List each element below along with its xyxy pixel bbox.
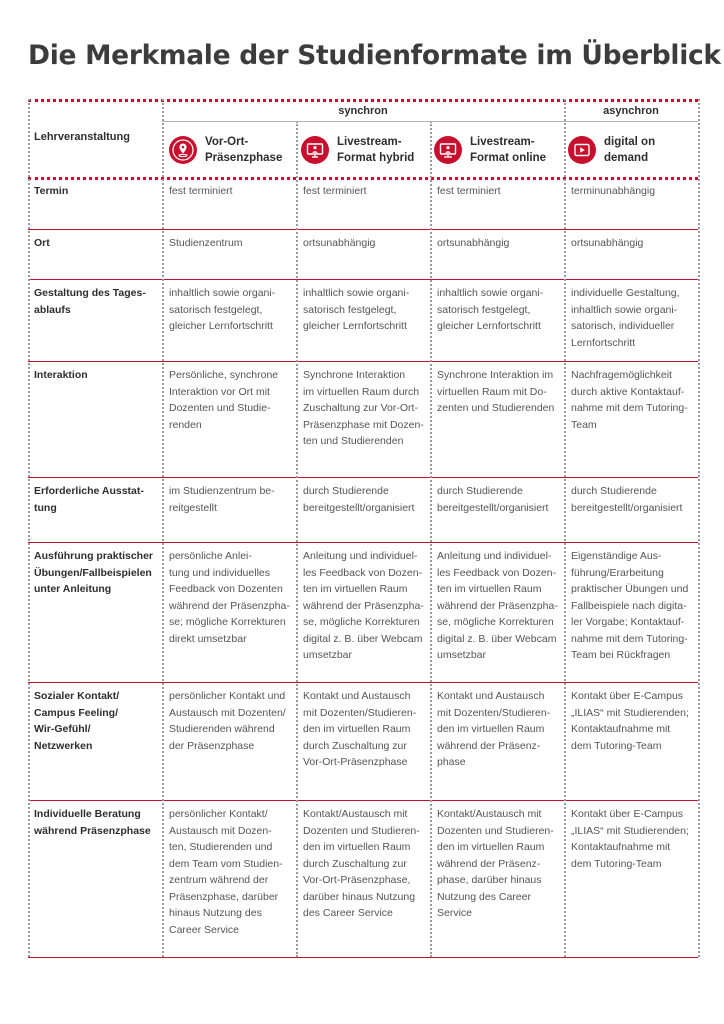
cell-text-line: phase, darüber hinaus <box>437 874 542 886</box>
group-header-synchron: synchron <box>338 105 388 117</box>
cell-text-line: persönlicher Kontakt und <box>169 690 286 702</box>
cell-text-line: Vor-Ort-Präsenzphase, <box>303 874 411 886</box>
cell-text-line: den im virtuellen Raum <box>303 723 411 735</box>
table-cell <box>303 285 427 335</box>
table-cell <box>303 806 427 922</box>
cell-text-line: Kontakt über E-Campus <box>571 690 684 702</box>
format-label-line: Livestream- <box>470 136 535 148</box>
table-cell <box>169 688 293 754</box>
table-cell <box>571 183 695 200</box>
cell-text-line: „ILIAS“ mit Studierenden; <box>571 706 689 719</box>
format-label-line: digital on <box>604 136 656 148</box>
cell-text-line: Präsenzphase mit Dozen- <box>303 418 424 431</box>
format-label-digital-on-demand <box>604 134 655 166</box>
cell-text-line: ten und Studierenden <box>303 435 404 447</box>
cell-text-line: Nutzung des Career <box>437 890 531 903</box>
cell-text-line: Vor-Ort-Präsenzphase <box>303 756 408 768</box>
cell-text-line: zenten und Studierenden <box>437 402 555 414</box>
row-label-line: Sozialer Kontakt/ <box>34 690 120 702</box>
row-label-line: unter Anleitung <box>34 583 112 595</box>
format-label-line: Format hybrid <box>337 152 415 164</box>
row-label <box>34 483 158 516</box>
cell-text-line: führung/Erarbeitung <box>571 566 664 579</box>
row-label-line: Erforderliche Ausstat- <box>34 485 144 497</box>
row-label <box>34 183 158 200</box>
cell-text-line: inhaltlich sowie organi- <box>169 287 276 299</box>
cell-text-line: Kontakt und Austausch <box>303 690 411 702</box>
location-pin-icon <box>169 136 197 164</box>
table-cell <box>437 235 561 252</box>
cell-text-line: praktischer Übungen und <box>571 583 689 595</box>
cell-text-line: dem Tutoring-Team <box>571 857 662 870</box>
cell-text-line: Persönliche, synchrone <box>169 369 279 381</box>
row-label-line: während Präsenzphase <box>34 824 151 837</box>
cell-text-line: Zuschaltung zur Vor-Ort- <box>303 402 418 414</box>
table-cell <box>303 483 427 516</box>
row-divider <box>28 229 698 230</box>
table-cell <box>169 806 293 938</box>
cell-text-line: während der Präsenzpha- <box>437 599 558 612</box>
column-divider <box>698 99 700 957</box>
cell-text-line: renden <box>169 418 202 431</box>
cell-text-line: dem Tutoring-Team <box>571 739 662 752</box>
cell-text-line: Austausch mit Dozenten/ <box>169 706 286 719</box>
cell-text-line: Anleitung und individuel- <box>303 550 418 562</box>
cell-text-line: Career Service <box>169 923 240 936</box>
table-cell <box>437 183 561 200</box>
cell-text-line: satorisch festgelegt, <box>303 303 397 316</box>
row-label <box>34 688 158 754</box>
cell-text-line: Studierenden während <box>169 723 275 735</box>
cell-text-line: persönlicher Kontakt/ <box>169 808 268 820</box>
header-divider <box>28 177 698 180</box>
table-cell <box>571 806 695 872</box>
cell-text-line: terminunabhängig <box>571 185 656 197</box>
cell-text-line: Kontaktaufnahme mit <box>571 841 671 853</box>
cell-text-line: den im virtuellen Raum <box>437 723 545 735</box>
cell-text-line: individuelle Gestaltung, <box>571 287 680 299</box>
cell-text-line: durch aktive Kontaktauf- <box>571 385 685 398</box>
row-label-line: Wir-Gefühl/ <box>34 723 91 735</box>
column-divider <box>296 121 298 957</box>
cell-text-line: Team bei Rückfragen <box>571 649 671 661</box>
cell-text-line: Austausch mit Dozen- <box>169 824 272 837</box>
cell-text-line: durch Zuschaltung zur <box>303 739 407 752</box>
cell-text-line: Kontakt/Austausch mit <box>303 808 408 820</box>
cell-text-line: bereitgestellt/organisiert <box>303 501 415 514</box>
table-cell <box>571 235 695 252</box>
cell-text-line: den im virtuellen Raum <box>303 841 411 853</box>
format-header-vor-ort <box>169 134 282 166</box>
cell-text-line: inhaltlich sowie organi- <box>571 303 678 316</box>
cell-text-line: ten im virtuellen Raum <box>303 583 408 595</box>
row-label <box>34 235 158 252</box>
table-cell <box>303 688 427 771</box>
row-label <box>34 806 158 839</box>
cell-text-line: mit Dozenten/Studieren- <box>303 706 417 719</box>
cell-text-line: Kontakt über E-Campus <box>571 808 684 820</box>
cell-text-line: im virtuellen Raum durch <box>303 385 420 398</box>
cell-text-line: reitgestellt <box>169 501 217 514</box>
cell-text-line: fest terminiert <box>303 185 367 197</box>
row-label-line: tung <box>34 501 57 514</box>
cell-text-line: umsetzbar <box>437 649 487 661</box>
cell-text-line: se, mögliche Korrekturen <box>303 616 420 628</box>
format-header-livestream-online <box>434 134 546 166</box>
cell-text-line: Dozenten und Studieren- <box>437 824 554 837</box>
cell-text-line: „ILIAS“ mit Studierenden; <box>571 824 689 837</box>
cell-text-line: inhaltlich sowie organi- <box>437 287 544 299</box>
row-label-line: Übungen/Fallbeispielen <box>34 566 152 579</box>
table-cell <box>437 806 561 922</box>
table-cell <box>169 548 293 647</box>
cell-text-line: bereitgestellt/organisiert <box>571 501 683 514</box>
header-divider <box>28 99 698 102</box>
row-label <box>34 548 158 598</box>
table-cell <box>303 235 427 252</box>
cell-text-line: Synchrone Interaktion <box>303 369 406 381</box>
cell-text-line: durch Studierende <box>571 485 657 497</box>
cell-text-line: des Career Service <box>303 907 393 919</box>
cell-text-line: ler Vorgabe; Kontaktauf- <box>571 616 685 628</box>
row-label-line: Netzwerken <box>34 739 93 752</box>
cell-text-line: während der Präsenzpha- <box>169 599 290 612</box>
cell-text-line: phase <box>437 756 466 768</box>
cell-text-line: direkt umsetzbar <box>169 632 247 645</box>
row-label-line: Gestaltung des Tages- <box>34 287 146 299</box>
row-label <box>34 285 158 318</box>
page-title: Die Merkmale der Studienformate im Überblick <box>28 40 721 71</box>
cell-text-line: virtuellen Raum mit Do- <box>437 385 547 398</box>
cell-text-line: durch Studierende <box>303 485 389 497</box>
cell-text-line: gleicher Lernfortschritt <box>437 320 541 332</box>
table-cell <box>571 548 695 664</box>
cell-text-line: fest terminiert <box>169 185 233 197</box>
format-label-line: Livestream- <box>337 136 402 148</box>
cell-text-line: persönliche Anlei- <box>169 550 252 562</box>
table-cell <box>571 483 695 516</box>
cell-text-line: während der Präsenzpha- <box>303 599 424 612</box>
cell-text-line: Studienzentrum <box>169 237 243 249</box>
table-cell <box>303 367 427 450</box>
cell-text-line: nahme mit dem Tutoring- <box>571 402 688 414</box>
cell-text-line: gleicher Lernfortschritt <box>169 320 273 332</box>
cell-text-line: umsetzbar <box>303 649 353 661</box>
cell-text-line: zentrum während der <box>169 874 269 886</box>
livestream-hybrid-icon <box>301 136 329 164</box>
format-label-line: demand <box>604 152 649 164</box>
row-label-line: Interaktion <box>34 369 88 381</box>
group-header-asynchron: asynchron <box>603 105 659 117</box>
cell-text-line: se, mögliche Korrekturen <box>437 616 554 628</box>
group-header-divider <box>162 121 698 122</box>
cell-text-line: ortsunabhängig <box>303 237 376 249</box>
cell-text-line: les Feedback von Dozen- <box>303 566 423 579</box>
cell-text-line: se; mögliche Korrekturen <box>169 616 286 628</box>
row-label-line: ablaufs <box>34 303 71 316</box>
row-divider <box>28 682 698 683</box>
cell-text-line: Fallbeispiele nach digita- <box>571 599 687 612</box>
cell-text-line: durch Studierende <box>437 485 523 497</box>
cell-text-line: ten im virtuellen Raum <box>437 583 542 595</box>
format-header-digital-on-demand <box>568 134 655 166</box>
cell-text-line: im Studienzentrum be- <box>169 485 275 497</box>
cell-text-line: Dozenten und Studieren- <box>303 824 420 837</box>
row-divider <box>28 477 698 478</box>
table-cell <box>303 548 427 664</box>
cell-text-line: Kontakt/Austausch mit <box>437 808 542 820</box>
row-label-line: Individuelle Beratung <box>34 808 141 820</box>
cell-text-line: fest terminiert <box>437 185 501 197</box>
cell-text-line: Synchrone Interaktion im <box>437 369 554 381</box>
table-cell <box>169 367 293 433</box>
cell-text-line: Team <box>571 418 597 431</box>
row-divider <box>28 800 698 801</box>
cell-text-line: inhaltlich sowie organi- <box>303 287 410 299</box>
column-divider <box>564 99 566 957</box>
row-divider <box>28 957 698 958</box>
livestream-online-icon <box>434 136 462 164</box>
cell-text-line: satorisch festgelegt, <box>169 303 263 316</box>
header-row-label: Lehrveranstaltung <box>34 131 130 143</box>
cell-text-line: Kontakt und Austausch <box>437 690 545 702</box>
cell-text-line: der Präsenzphase <box>169 739 255 752</box>
cell-text-line: Dozenten und Studie- <box>169 402 271 414</box>
cell-text-line: Feedback von Dozenten <box>169 583 283 595</box>
cell-text-line: Nachfragemöglichkeit <box>571 369 672 381</box>
table-cell <box>303 183 427 200</box>
row-label-line: Termin <box>34 185 69 197</box>
table-cell <box>169 235 293 252</box>
cell-text-line: während der Präsenz- <box>437 857 541 870</box>
cell-text-line: Service <box>437 907 473 919</box>
cell-text-line: nahme mit dem Tutoring- <box>571 632 688 645</box>
comparison-table <box>28 99 698 957</box>
format-label-line: Präsenzphase <box>205 152 283 164</box>
cell-text-line: Eigenständige Aus- <box>571 550 662 562</box>
cell-text-line: ortsunabhängig <box>437 237 510 249</box>
play-on-demand-icon <box>568 136 596 164</box>
cell-text-line: ten, Studierenden und <box>169 841 273 853</box>
table-cell <box>437 367 561 417</box>
cell-text-line: Präsenzphase, darüber <box>169 890 279 903</box>
table-cell <box>571 688 695 754</box>
format-label-line: Format online <box>470 152 547 164</box>
column-divider <box>28 99 30 957</box>
cell-text-line: Kontaktaufnahme mit <box>571 723 671 735</box>
column-divider <box>162 99 164 957</box>
table-cell <box>571 367 695 433</box>
cell-text-line: les Feedback von Dozen- <box>437 566 557 579</box>
cell-text-line: darüber hinaus Nutzung <box>303 890 416 903</box>
table-cell <box>169 483 293 516</box>
cell-text-line: den im virtuellen Raum <box>437 841 545 853</box>
format-label-livestream-hybrid <box>337 134 414 166</box>
table-cell <box>169 183 293 200</box>
cell-text-line: digital z. B. über Webcam <box>303 632 423 645</box>
row-divider <box>28 361 698 362</box>
cell-text-line: dem Team vom Studien- <box>169 857 283 870</box>
cell-text-line: während der Präsenz- <box>437 739 541 752</box>
cell-text-line: digital z. B. über Webcam <box>437 632 557 645</box>
format-label-vor-ort <box>205 134 282 166</box>
cell-text-line: Lernfortschritt <box>571 336 636 349</box>
table-cell <box>169 285 293 335</box>
cell-text-line: gleicher Lernfortschritt <box>303 320 407 332</box>
cell-text-line: hinaus Nutzung des <box>169 907 262 919</box>
row-label-line: Ausführung praktischer <box>34 550 154 562</box>
table-cell <box>437 548 561 664</box>
table-cell <box>571 285 695 351</box>
format-label-livestream-online <box>470 134 546 166</box>
cell-text-line: mit Dozenten/Studieren- <box>437 706 551 719</box>
cell-text-line: bereitgestellt/organisiert <box>437 501 549 514</box>
cell-text-line: satorisch, individueller <box>571 320 675 332</box>
table-cell <box>437 688 561 771</box>
format-label-line: Vor-Ort- <box>205 136 249 148</box>
cell-text-line: ortsunabhängig <box>571 237 644 249</box>
cell-text-line: tung und individuelles <box>169 566 270 579</box>
cell-text-line: Anleitung und individuel- <box>437 550 552 562</box>
cell-text-line: Interaktion vor Ort mit <box>169 385 270 398</box>
row-divider <box>28 542 698 543</box>
row-label-line: Campus Feeling/ <box>34 706 119 719</box>
column-divider <box>430 121 432 957</box>
row-label <box>34 367 158 384</box>
cell-text-line: durch Zuschaltung zur <box>303 857 407 870</box>
table-cell <box>437 285 561 335</box>
cell-text-line: satorisch festgelegt, <box>437 303 531 316</box>
row-label-line: Ort <box>34 237 50 249</box>
row-divider <box>28 279 698 280</box>
table-cell <box>437 483 561 516</box>
format-header-livestream-hybrid <box>301 134 414 166</box>
